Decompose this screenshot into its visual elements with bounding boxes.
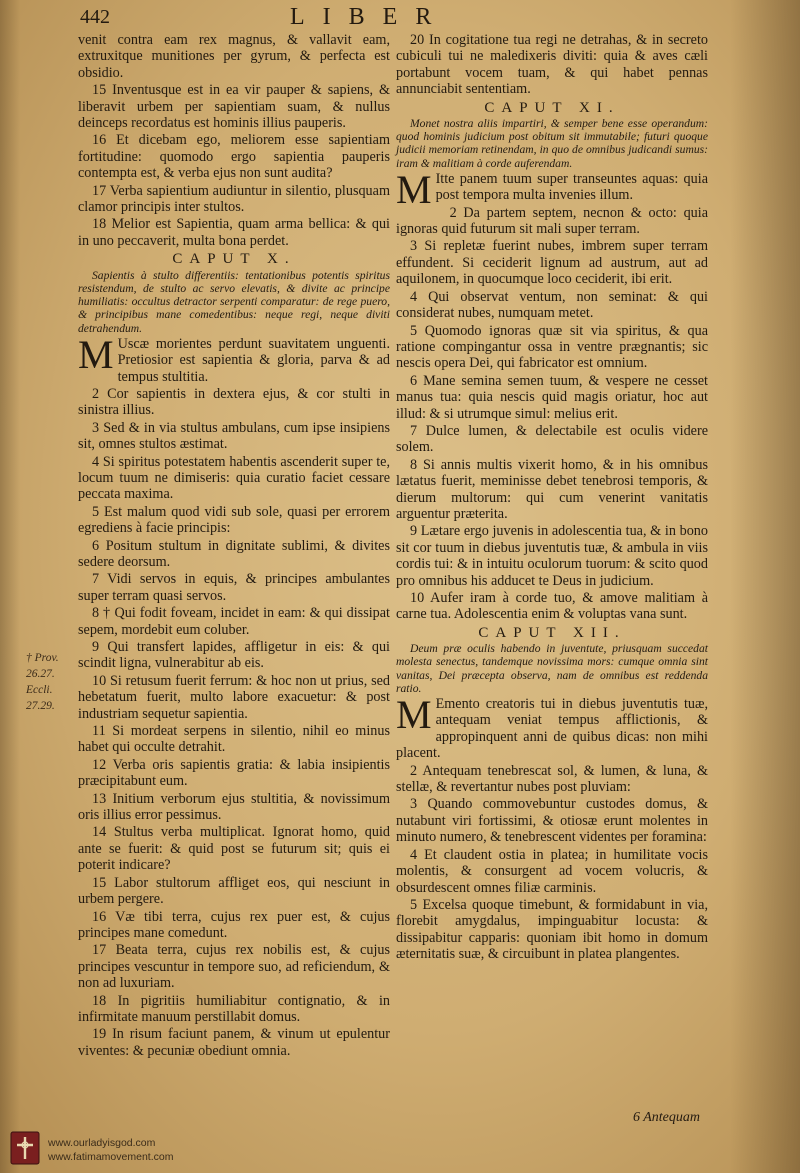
verse: 13 Initium verborum ejus stultitia, & novissimum oris illius error pessimus.: [78, 790, 390, 824]
margin-note-line: Eccli.: [26, 684, 53, 696]
verse: 19 In risum faciunt panem, & vinum ut epulentur viventes: & pecuniæ obediunt omnia.: [78, 1026, 390, 1059]
verse: 18 Melior est Sapientia, quam arma bellica: & qui in uno peccaverit, multa bona perdet.: [78, 216, 390, 249]
verse: 4 Et claudent ostia in platea; in humilitate vocis molentis, & consurgent ad vocem volucris, & obsurdescent omnes filiæ carminis.: [396, 846, 708, 896]
verse: 10 Aufer iram à corde tuo, & amove malitiam à carne tua. Adolescentia enim & voluptas vana sunt.: [396, 590, 708, 623]
verse: 4 Qui observat ventum, non seminat: & qui considerat nubes, numquam metet.: [396, 288, 708, 322]
chapter-heading: CAPUT XI.: [484, 99, 620, 116]
shield-seal-icon: [10, 1131, 40, 1165]
running-title: LIBER: [290, 4, 450, 30]
chapter-summary: Deum præ oculis habendo in juventute, priusquam succedat molesta senectus, tandemque novissima mors: cumque omnia sint vanitas, Dei præcepta observa, nam de omnibus est reddenda ratio.: [396, 642, 708, 695]
verse-first: [396, 692, 708, 762]
verse: 9 Lætare ergo juvenis in adolescentia tua, & in bono sit cor tuum in diebus juventutis tuæ, & ambula in viis cordis tui: & in intuitu oculorum tuorum: & scito quod pro omnibus his adducet te Deus in judicium.: [396, 523, 708, 589]
verse: 7 Vidi servos in equis, & principes ambulantes super terram quasi servos.: [78, 571, 390, 604]
verse: 5 Quomodo ignoras quæ sit via spiritus, & qua ratione compingantur ossa in ventre prægnantis; sic nescis opera Dei, qui fabricator est omnium.: [396, 322, 708, 372]
verse: 16 Væ tibi terra, cujus rex puer est, & cujus principes mane comedunt.: [78, 908, 390, 941]
catchword: 6 Antequam: [632, 1110, 700, 1125]
drop-capital: M: [396, 166, 432, 212]
watermark-footer: [8, 1129, 408, 1169]
verse: 3 Quando commovebuntur custodes domus, & nutabunt viri fortissimi, & otiosæ erunt molentes in minuto numero, & tenebrescent videntes per foramina:: [396, 796, 708, 846]
verse-first-text: Uscæ morientes perdunt suavitatem unguenti. Pretiosior est sapientia & gloria, parva & ad tempus stultitia.: [117, 335, 390, 385]
margin-note-line: † Prov.: [26, 652, 59, 664]
verse: 6 Positum stultum in dignitate sublimi, & divites sedere deorsum.: [78, 537, 390, 570]
verse: 17 Beata terra, cujus rex nobilis est, & cujus principes vescuntur in tempore suo, ad reficiendum, & non ad luxuriam.: [78, 942, 390, 992]
left-column: [78, 32, 390, 1060]
verse: 5 Excelsa quoque timebunt, & formidabunt in via, florebit amygdalus, impinguabitur locusta: & dissipabitur capparis: quoniam ibit homo in domum æternitatis suæ, & circuibunt in platea plangentes.: [396, 896, 708, 963]
verse-first: [78, 331, 390, 385]
watermark-url: www.ourladyisgod.com: [48, 1137, 156, 1149]
verse: 14 Stultus verba multiplicat. Ignorat homo, quid ante se fuerit: & quid post se futurum sit; quis ei poterit indicare?: [78, 824, 390, 874]
verse: 7 Dulce lumen, & delectabile est oculis videre solem.: [396, 422, 708, 456]
verse: 3 Sed & in via stultus ambulans, cum ipse insipiens sit, omnes stultos æstimat.: [78, 419, 390, 453]
page-gutter-shadow: [730, 0, 800, 1173]
verse: 9 Qui transfert lapides, affligetur in eis: & qui scindit ligna, vulnerabitur ab eis.: [78, 639, 390, 672]
margin-cross-reference: [26, 650, 74, 714]
margin-note-line: 27.29.: [26, 700, 55, 712]
watermark-url: www.fatimamovement.com: [48, 1151, 174, 1163]
drop-capital: M: [78, 331, 114, 377]
verse: 3 Si repletæ fuerint nubes, imbrem super terram effundent. Si ceciderit lignum ad austrum, aut ad aquilonem, in quocumque loco ceciderit, ibi erit.: [396, 238, 708, 288]
chapter-heading: CAPUT X.: [172, 251, 296, 268]
page-edge-shadow: [0, 0, 20, 1173]
chapter-heading: CAPUT XII.: [478, 624, 626, 641]
verse: 16 Et dicebam ego, meliorem esse sapientiam fortitudine: quomodo ergo sapientia pauperis contempta est, & verba ejus non sunt audita?: [78, 132, 390, 182]
verse: 11 Si mordeat serpens in silentio, nihil eo minus habet qui occulte detrahit.: [78, 723, 390, 756]
verse: 12 Verba oris sapientis gratia: & labia insipientis præcipitabunt eum.: [78, 756, 390, 790]
verse: 2 Da partem septem, necnon & octo: quia ignoras quid futurum sit mali super terram.: [396, 204, 708, 238]
verse: 17 Verba sapientium audiuntur in silentio, plusquam clamor principis inter stultos.: [78, 182, 390, 216]
verse: 2 Cor sapientis in dextera ejus, & cor stulti in sinistra illius.: [78, 385, 390, 419]
chapter-summary: Sapientis à stulto differentiis: tentationibus potentis spiritus resistendum, de stulto ac servo elevatis, & divite ac principe humiliatis: occultus detractor serpenti comparatur: de rege puero, & principibus mane comedentibus: neque regi, neque diviti detrahendum.: [78, 268, 390, 335]
verse: 20 In cogitatione tua regi ne detrahas, & in secreto cubiculi tui ne maledixeris diviti: quia & aves cæli portabunt vocem tuam, & qui habet pennas annunciabit sententiam.: [396, 32, 708, 98]
verse: 2 Antequam tenebrescat sol, & lumen, & luna, & stellæ, & revertantur nubes post pluviam:: [396, 762, 708, 796]
verse-first: [396, 166, 708, 212]
page-header: [0, 4, 800, 34]
verse-first-text: Itte panem tuum super transeuntes aquas: quia post tempora multa invenies illum.: [435, 170, 708, 204]
verse: 8 † Qui fodit foveam, incidet in eam: & qui dissipat sepem, mordebit eum coluber.: [78, 605, 390, 638]
page-number: 442: [80, 6, 110, 28]
verse: 4 Si spiritus potestatem habentis ascenderit super te, locum tuum ne dimiseris: quia curatio faciet cessare peccata maxima.: [78, 453, 390, 503]
verse: 15 Labor stultorum affliget eos, qui nesciunt in urbem pergere.: [78, 874, 390, 908]
verse: 8 Si annis multis vixerit homo, & in his omnibus lætatus fuerit, meminisse debet tenebrosi temporis, & dierum multorum: qui cum venerint vanitatis arguentur præterita.: [396, 456, 708, 522]
margin-note-line: 26.27.: [26, 668, 55, 680]
verse: 6 Mane semina semen tuum, & vespere ne cesset manus tua: quia nescis quid magis oriatur, hoc aut illud: & si utrumque simul: melius erit.: [396, 372, 708, 422]
drop-capital: M: [396, 692, 432, 738]
verse: 10 Si retusum fuerit ferrum: & hoc non ut prius, sed hebetatum fuerit, multo labore exacuetur: & post industriam sequetur sapientia.: [78, 672, 390, 722]
verse: 15 Inventusque est in ea vir pauper & sapiens, & liberavit urbem per sapientiam suam, & nullus deinceps recordatus est hominis illius pauperis.: [78, 82, 390, 132]
verse: 18 In pigritiis humiliabitur contignatio, & in infirmitate manuum perstillabit domus.: [78, 992, 390, 1025]
chapter-summary: Monet nostra aliis impartiri, & semper bene esse operandum: quod hominis judicium post obitum sit immutabile; futuri quoque judicii memoriam retinendam, in quo de omnibus judicandi sumus: iram & malitiam à corde auferendam.: [396, 117, 708, 170]
verse: venit contra eam rex magnus, & vallavit eam, extruxitque munitiones per gyrum, & perfecta est obsidio.: [78, 32, 390, 81]
verse: 5 Est malum quod vidi sub sole, quasi per errorem egrediens à facie principis:: [78, 503, 390, 537]
verse-first-text: Emento creatoris tui in diebus juventutis tuæ, antequam veniat tempus afflictionis, & appropinquent anni de quibus dicas: non mihi placent.: [396, 696, 708, 762]
right-column: [396, 32, 708, 964]
